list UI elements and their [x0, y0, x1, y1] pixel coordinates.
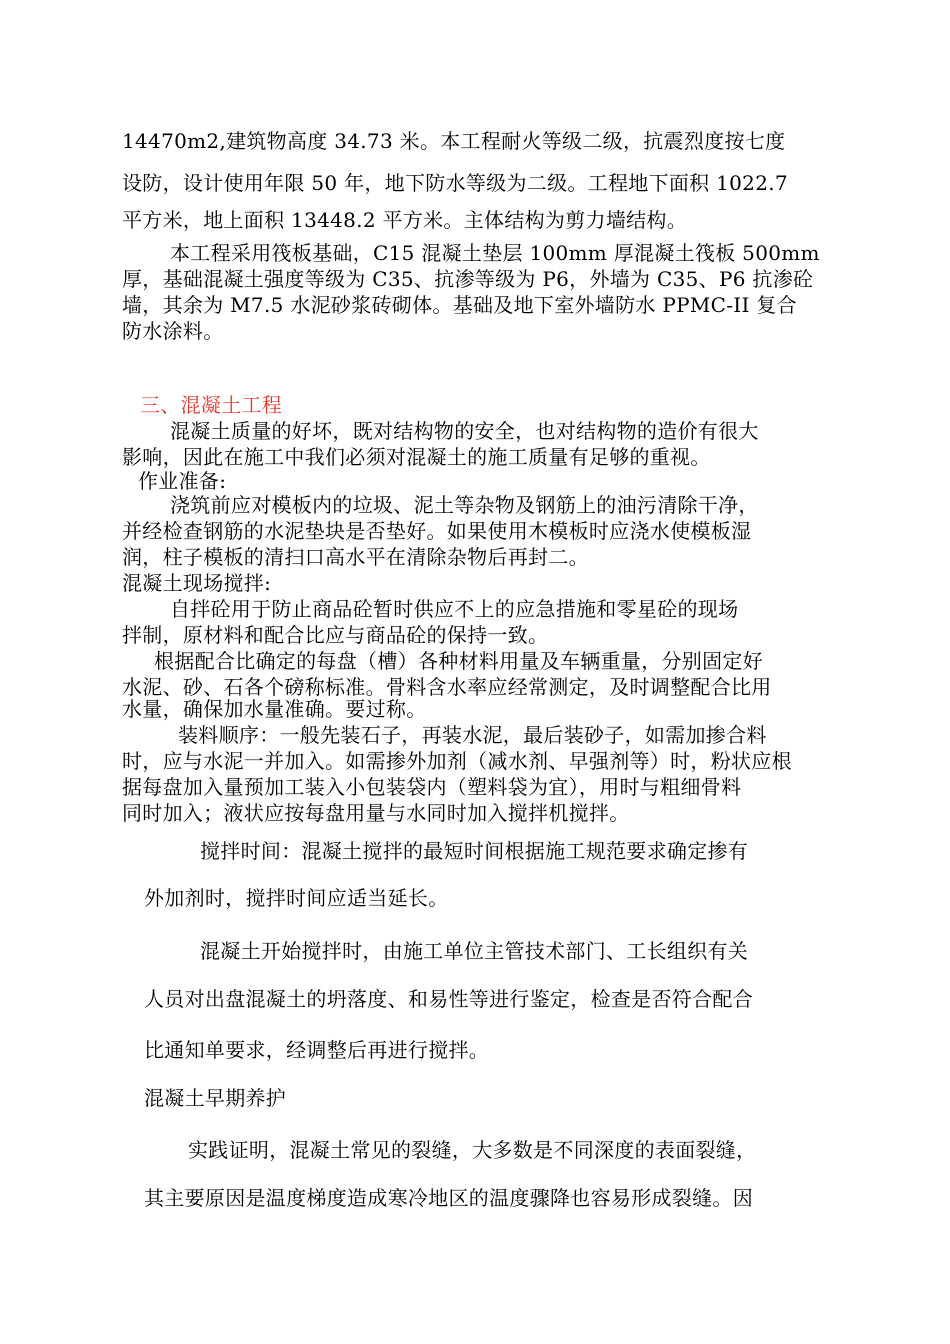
paragraph-line: 同时加入；液状应按每盘用量与水同时加入搅拌机搅拌。 — [122, 801, 630, 825]
paragraph-line: 比通知单要求，经调整后再进行搅拌。 — [144, 1038, 490, 1062]
paragraph-line: 平方米，地上面积 13448.2 平方米。主体结构为剪力墙结构。 — [122, 208, 688, 232]
paragraph-line: 本工程采用筏板基础，C15 混凝土垫层 100mm 厚混凝土筏板 500mm — [170, 241, 820, 265]
paragraph-line: 浇筑前应对模板内的垃圾、泥土等杂物及钢筋上的油污清除干净， — [170, 493, 759, 517]
paragraph-line: 根据配合比确定的每盘（槽）各种材料用量及车辆重量，分别固定好 — [154, 649, 763, 673]
paragraph-line: 厚，基础混凝土强度等级为 C35、抗渗等级为 P6，外墙为 C35、P6 抗渗砼 — [122, 267, 814, 291]
paragraph-line: 拌制，原材料和配合比应与商品砼的保持一致。 — [122, 623, 549, 647]
paragraph-line: 墙，其余为 M7.5 水泥砂浆砖砌体。基础及地下室外墙防水 PPMC-II 复合 — [122, 293, 797, 317]
paragraph-line: 混凝土质量的好坏，既对结构物的安全，也对结构物的造价有很大 — [170, 419, 759, 443]
subheading: 混凝土早期养护 — [144, 1086, 287, 1110]
paragraph-line: 实践证明，混凝土常见的裂缝，大多数是不同深度的表面裂缝， — [188, 1138, 757, 1162]
subheading: 作业准备: — [138, 469, 227, 493]
paragraph-line: 水泥、砂、石各个磅称标准。骨料含水率应经常测定，及时调整配合比用 — [122, 675, 772, 699]
paragraph-line: 润，柱子模板的清扫口高水平在清除杂物后再封二。 — [122, 545, 589, 569]
paragraph-line: 防水涂料。 — [122, 319, 224, 343]
paragraph-line: 设防，设计使用年限 50 年，地下防水等级为二级。工程地下面积 1022.7 — [122, 171, 788, 195]
paragraph-line: 自拌砼用于防止商品砼暂时供应不上的应急措施和零星砼的现场 — [170, 597, 739, 621]
paragraph-line: 影响，因此在施工中我们必须对混凝土的施工质量有足够的重视。 — [122, 445, 711, 469]
section-heading: 三、混凝土工程 — [140, 393, 283, 417]
paragraph-line: 装料顺序：一般先装石子，再装水泥，最后装砂子，如需加掺合料 — [178, 723, 767, 747]
paragraph-line: 混凝土开始搅拌时，由施工单位主管技术部门、工长组织有关 — [200, 939, 749, 963]
paragraph-line: 人员对出盘混凝土的坍落度、和易性等进行鉴定，检查是否符合配合 — [144, 987, 753, 1011]
paragraph-line: 14470m2,建筑物高度 34.73 米。本工程耐火等级二级，抗震烈度按七度 — [122, 129, 786, 153]
paragraph-line: 时，应与水泥一并加入。如需掺外加剂（减水剂、早强剂等）时，粉状应根 — [122, 749, 792, 773]
paragraph-line: 水量，确保加水量准确。要过称。 — [122, 697, 427, 721]
subheading: 混凝土现场搅拌: — [122, 571, 272, 595]
paragraph-line: 并经检查钢筋的水泥垫块是否垫好。如果使用木模板时应浇水使模板湿 — [122, 519, 752, 543]
paragraph-line: 搅拌时间：混凝土搅拌的最短时间根据施工规范要求确定掺有 — [200, 839, 749, 863]
paragraph-line: 外加剂时，搅拌时间应适当延长。 — [144, 886, 449, 910]
paragraph-line: 据每盘加入量预加工装入小包装袋内（塑料袋为宜），用时与粗细骨料 — [122, 775, 742, 799]
paragraph-line: 其主要原因是温度梯度造成寒冷地区的温度骤降也容易形成裂缝。因 — [144, 1186, 753, 1210]
